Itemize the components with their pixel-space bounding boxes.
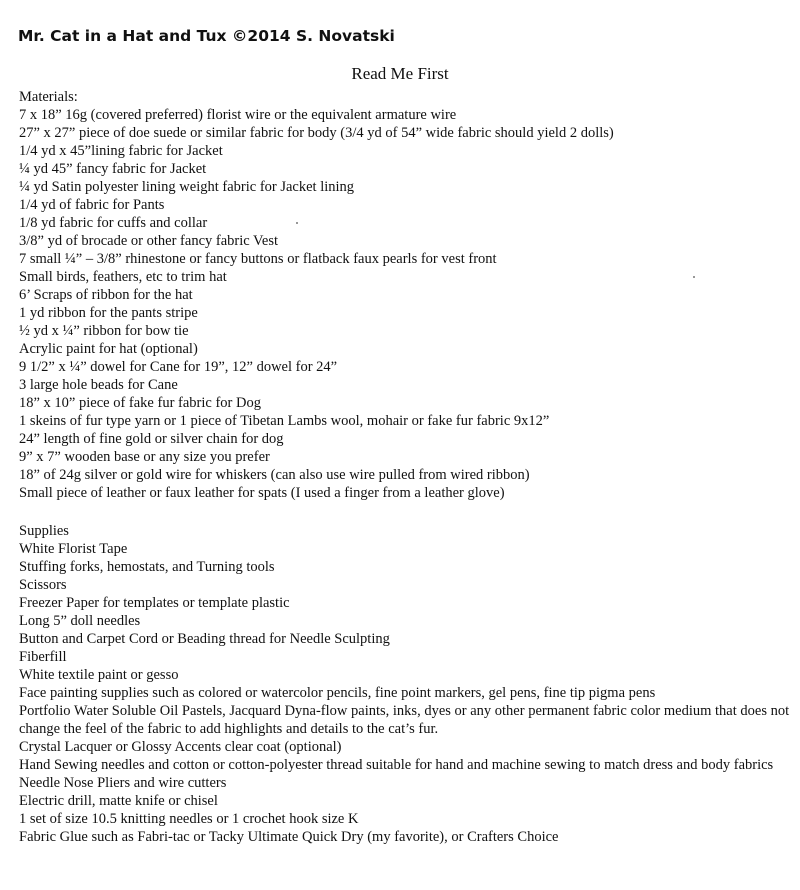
materials-item: 18” of 24g silver or gold wire for whiskers (can also use wire pulled from wired ribbon) [19, 467, 530, 483]
supplies-item: Hand Sewing needles and cotton or cotton-polyester thread suitable for hand and machine sewing to match dress and body fabrics [19, 757, 774, 773]
scan-speck [296, 222, 298, 224]
document-subtitle: Read Me First [351, 64, 449, 83]
supplies-item: Needle Nose Pliers and wire cutters [19, 775, 227, 791]
materials-item: 3 large hole beads for Cane [19, 377, 178, 393]
supplies-item: Fiberfill [19, 649, 67, 665]
materials-item: ¼ yd 45” fancy fabric for Jacket [19, 161, 207, 177]
materials-item: Small birds, feathers, etc to trim hat [19, 269, 227, 285]
supplies-item: Electric drill, matte knife or chisel [19, 793, 218, 809]
scan-speck [693, 276, 695, 278]
materials-item: 7 small ¼” – 3/8” rhinestone or fancy buttons or flatback faux pearls for vest front [19, 251, 497, 267]
supplies-item: Crystal Lacquer or Glossy Accents clear coat (optional) [19, 739, 342, 755]
materials-item: 9 1/2” x ¼” dowel for Cane for 19”, 12” dowel for 24” [19, 359, 338, 375]
materials-item: 3/8” yd of brocade or other fancy fabric Vest [19, 233, 279, 249]
supplies-section [19, 522, 791, 846]
materials-item: 1/4 yd of fabric for Pants [19, 197, 165, 213]
materials-item: 9” x 7” wooden base or any size you prefer [19, 449, 270, 465]
materials-item: 1 yd ribbon for the pants stripe [19, 305, 198, 321]
supplies-item: Freezer Paper for templates or template plastic [19, 595, 290, 611]
supplies-item: White textile paint or gesso [19, 667, 179, 683]
materials-item: 1/8 yd fabric for cuffs and collar [19, 215, 208, 231]
materials-heading: Materials: [19, 89, 78, 105]
materials-item: ½ yd x ¼” ribbon for bow tie [19, 323, 189, 339]
materials-item: 27” x 27” piece of doe suede or similar fabric for body (3/4 yd of 54” wide fabric should yield 2 dolls) [19, 125, 614, 141]
materials-item: 18” x 10” piece of fake fur fabric for Dog [19, 395, 261, 411]
supplies-item: White Florist Tape [19, 541, 128, 557]
supplies-item: Long 5” doll needles [19, 613, 141, 629]
supplies-heading: Supplies [19, 523, 69, 539]
materials-item: 24” length of fine gold or silver chain for dog [19, 431, 284, 447]
materials-section [19, 88, 614, 502]
document-title: Mr. Cat in a Hat and Tux ©2014 S. Novatski [18, 27, 395, 45]
supplies-item: Button and Carpet Cord or Beading thread for Needle Sculpting [19, 631, 390, 647]
materials-item: 1 skeins of fur type yarn or 1 piece of Tibetan Lambs wool, mohair or fake fur fabric 9x12” [19, 413, 550, 429]
supplies-item: Stuffing forks, hemostats, and Turning tools [19, 559, 275, 575]
supplies-item: Fabric Glue such as Fabri-tac or Tacky Ultimate Quick Dry (my favorite), or Crafters Choice [19, 829, 559, 845]
supplies-item: Scissors [19, 577, 67, 593]
materials-item: 6’ Scraps of ribbon for the hat [19, 287, 193, 303]
materials-item: Small piece of leather or faux leather for spats (I used a finger from a leather glove) [19, 485, 505, 501]
supplies-item: Face painting supplies such as colored or watercolor pencils, fine point markers, gel pens, fine tip pigma pens [19, 685, 656, 701]
materials-item: 7 x 18” 16g (covered preferred) florist wire or the equivalent armature wire [19, 107, 457, 123]
supplies-item: 1 set of size 10.5 knitting needles or 1 crochet hook size K [19, 811, 359, 827]
materials-item: Acrylic paint for hat (optional) [19, 341, 198, 357]
supplies-item: Portfolio Water Soluble Oil Pastels, Jacquard Dyna-flow paints, inks, dyes or any other permanent fabric color medium that does not change the feel of the fabric to add highlights and details to the cat’s fur. [19, 703, 790, 737]
materials-item: ¼ yd Satin polyester lining weight fabric for Jacket lining [19, 179, 355, 195]
materials-list [19, 106, 614, 502]
materials-item: 1/4 yd x 45”lining fabric for Jacket [19, 143, 223, 159]
supplies-list [19, 540, 791, 846]
